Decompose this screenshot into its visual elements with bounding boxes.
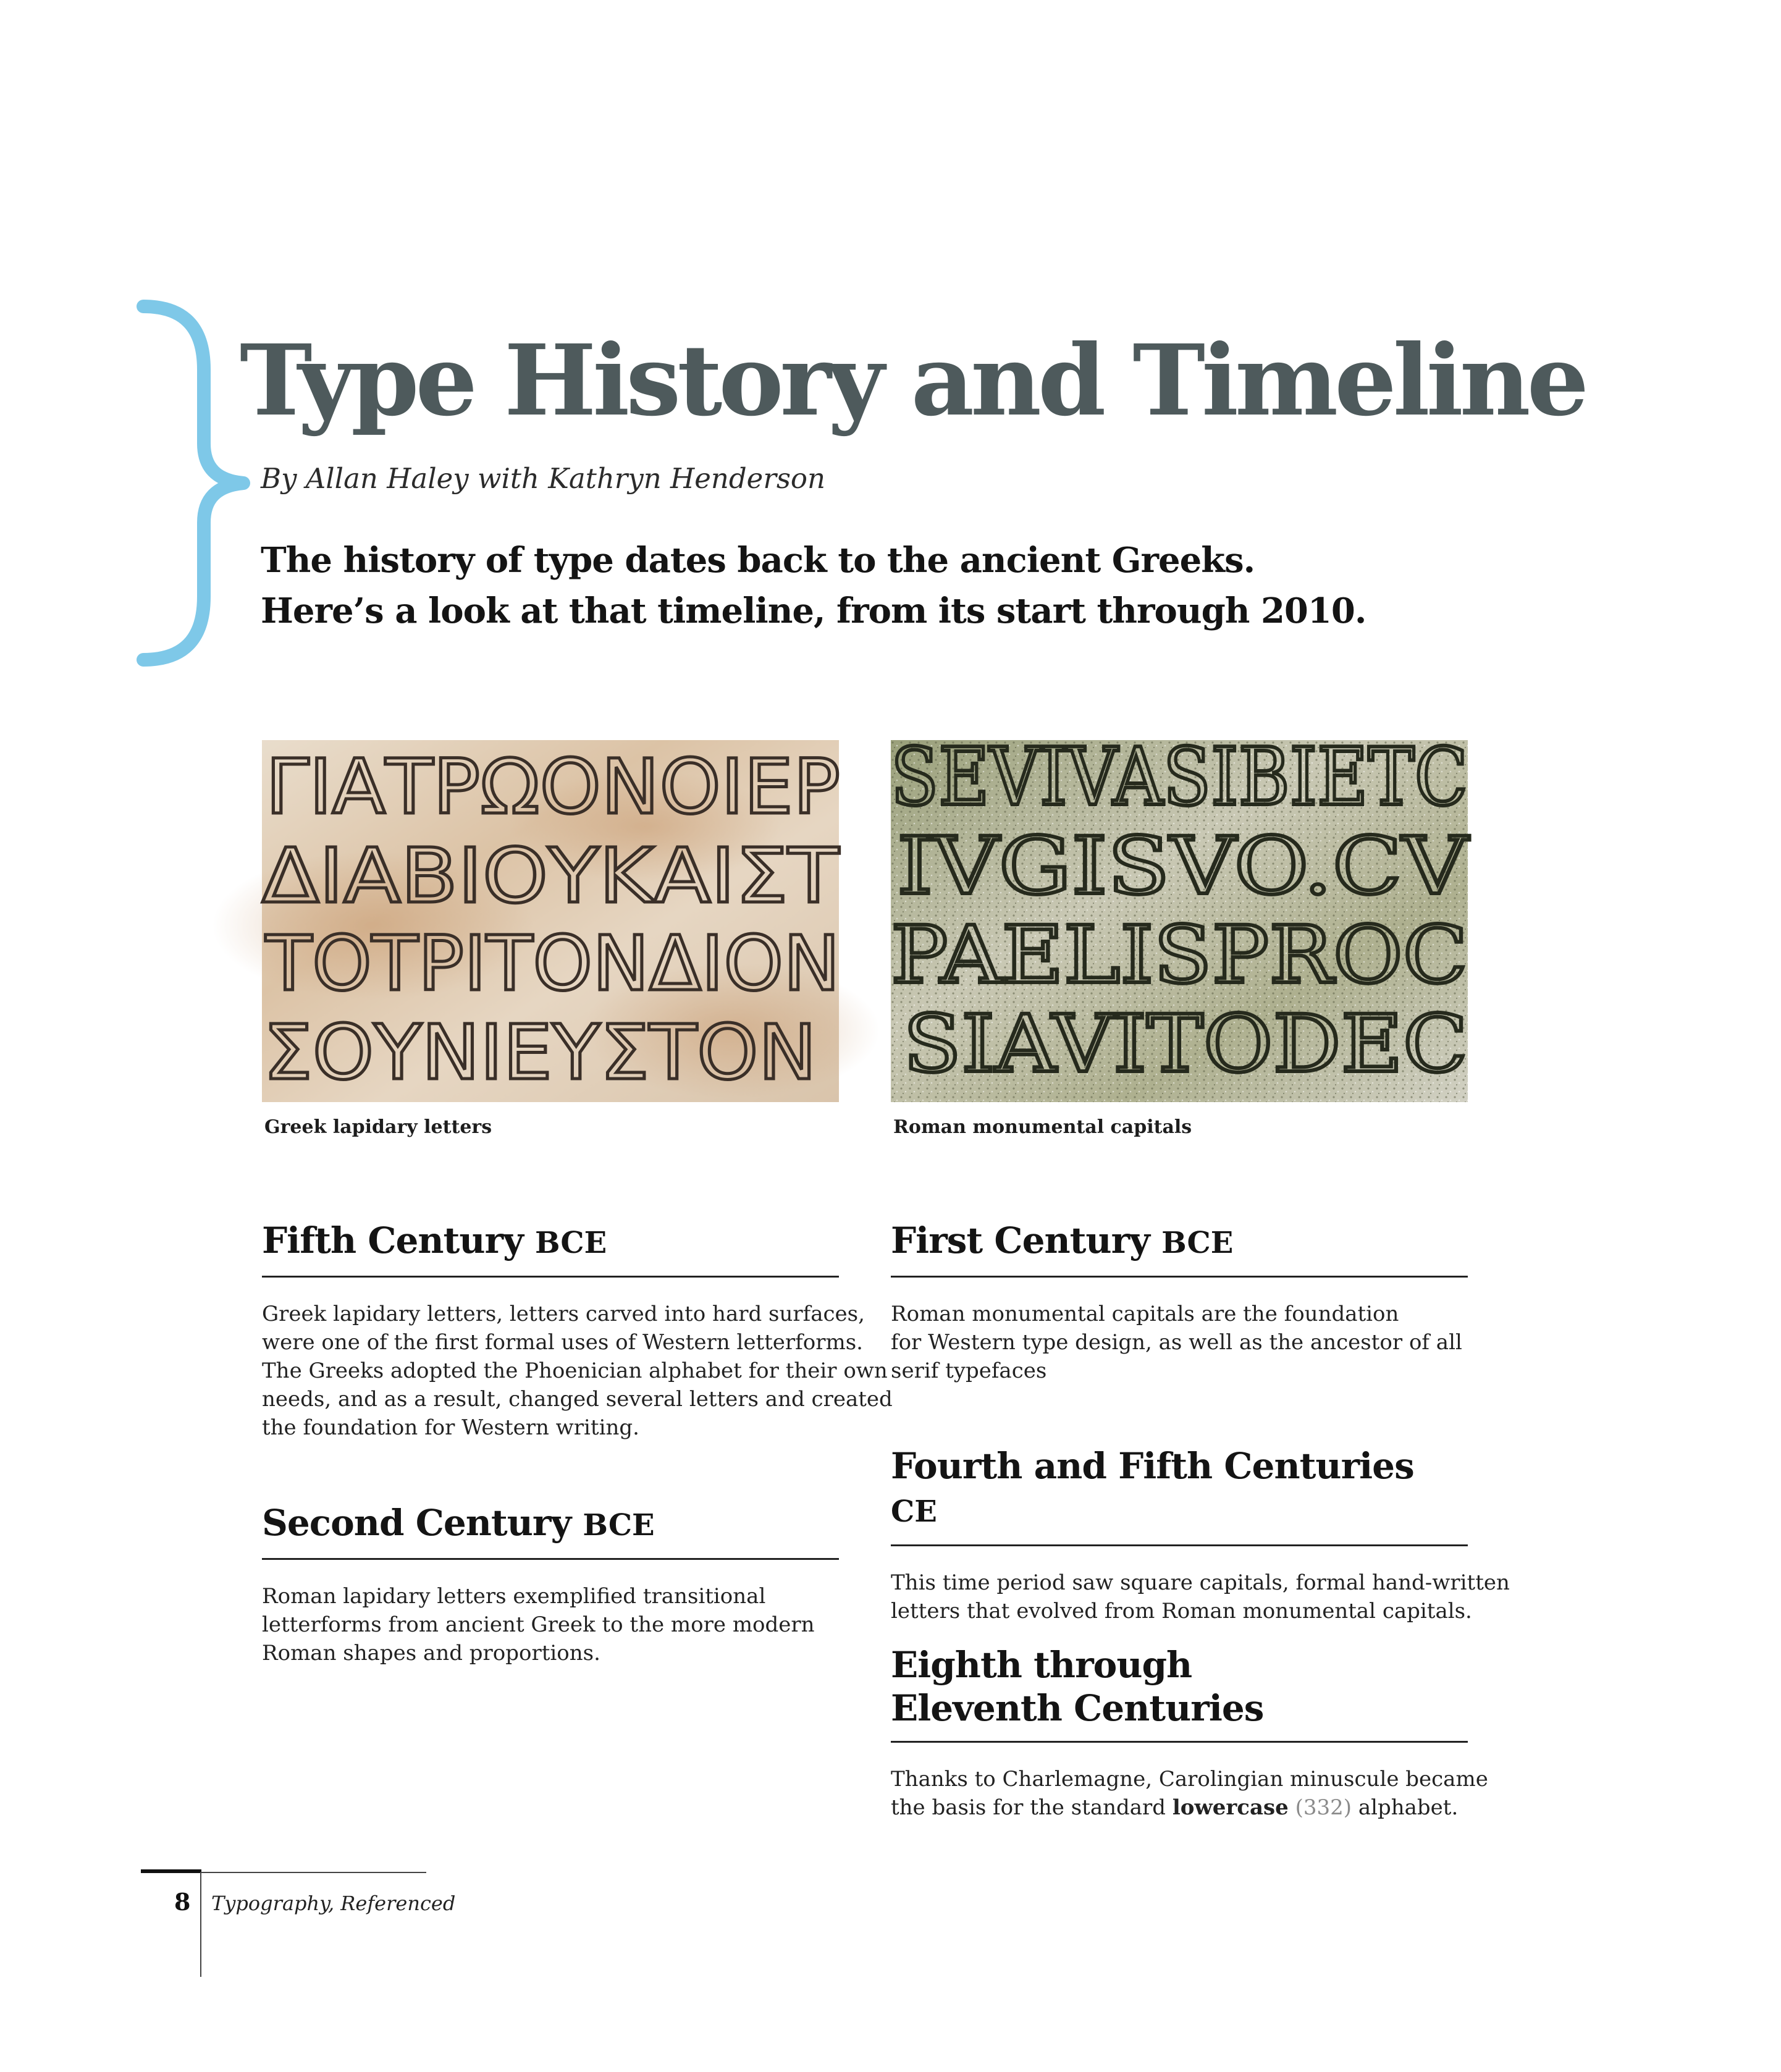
body-line: the foundation for Western writing. [262,1415,639,1440]
heading-text: Eleventh Centuries [891,1687,1264,1729]
section-heading [891,1219,1468,1278]
inscription-line: PAELISPROC [891,909,1468,1001]
heading-text: Eighth through [891,1644,1192,1686]
timeline-section-fourth-fifth-centuries [891,1444,1510,1625]
body-line: were one of the first formal uses of Western letterforms. [262,1330,863,1355]
decorative-brace [140,301,245,665]
section-body [262,1300,893,1442]
heading-text: First Century [891,1219,1162,1261]
era-label: CE [891,1494,937,1529]
body-line [891,1793,1465,1822]
timeline-section-second-century [262,1501,839,1667]
body-line: This time period saw square capitals, formal hand-written [891,1570,1510,1595]
footer-rule-thick [141,1869,201,1873]
inscription-line: ΔΙΑΒΙΟΥΚΑΙΣΤ [262,832,840,920]
body-line: Thanks to Charlemagne, Carolingian minuscule became [891,1767,1488,1792]
section-body [891,1569,1510,1625]
inscription-line: SIAVITODEC [903,998,1468,1090]
era-label: BCE [1161,1226,1234,1260]
body-text: alphabet. [1352,1795,1459,1820]
glossary-term: lowercase [1172,1795,1289,1820]
footer-rule [201,1872,426,1873]
body-line: Roman monumental capitals are the foundation [891,1302,1399,1326]
greek-inscription-photo [262,740,839,1102]
inscription-line: ΣΟΥΝΙΕΥΣΤΟΝ [263,1009,817,1097]
body-line: Roman lapidary letters exemplified transitional [262,1584,766,1609]
intro-deck [261,535,1366,636]
section-body [262,1582,836,1667]
timeline-section-first-century [891,1219,1468,1385]
section-heading [262,1501,839,1560]
body-line: Greek lapidary letters, letters carved into hard surfaces, [262,1302,865,1326]
page-title: Type History and Timeline [240,324,1586,438]
heading-text: Fourth and Fifth Centuries [891,1445,1414,1487]
image-caption: Greek lapidary letters [264,1116,492,1138]
body-line: letters that evolved from Roman monumental capitals. [891,1599,1472,1623]
footer-divider [200,1872,201,1977]
image-caption: Roman monumental capitals [893,1116,1192,1138]
section-heading [891,1643,1468,1743]
section-body [891,1765,1488,1822]
body-line: serif typefaces [891,1358,1047,1383]
section-body [891,1300,1465,1385]
timeline-section-eighth-eleventh-centuries [891,1643,1488,1822]
body-line: The Greeks adopted the Phoenician alphabet for their own [262,1358,888,1383]
heading-text: Fifth Century [262,1219,535,1261]
running-title: Typography, Referenced [211,1892,456,1915]
heading-text: Second Century [262,1502,583,1544]
inscription-line: ΤΟΤΡΙΤΟΝΔΙΟΝ [264,920,840,1008]
intro-line: Here’s a look at that timeline, from its start through 2010. [261,591,1366,631]
section-heading [262,1219,839,1278]
body-line: for Western type design, as well as the ancestor of all [891,1330,1462,1355]
page-number: 8 [174,1888,191,1916]
era-label: BCE [534,1226,607,1260]
body-text: the basis for the standard [891,1795,1173,1820]
roman-inscription-photo [891,731,1470,1102]
timeline-section-fifth-century [262,1219,893,1442]
section-heading [891,1444,1468,1546]
body-line: Roman shapes and proportions. [262,1641,600,1666]
inscription-line: IVGISVO.CV [897,820,1470,912]
body-line: letterforms from ancient Greek to the more modern [262,1612,815,1637]
intro-line: The history of type dates back to the ancient Greeks. [261,540,1255,581]
era-label: BCE [583,1508,655,1543]
page-reference: (332) [1295,1795,1352,1820]
inscription-line: SEVIVASIBIETC [891,731,1468,823]
inscription-line: ΓΙΑΤΡΩΟΝΟΙΕΡ [266,743,840,831]
byline: By Allan Haley with Kathryn Henderson [261,462,825,495]
body-line: needs, and as a result, changed several letters and created [262,1387,893,1412]
